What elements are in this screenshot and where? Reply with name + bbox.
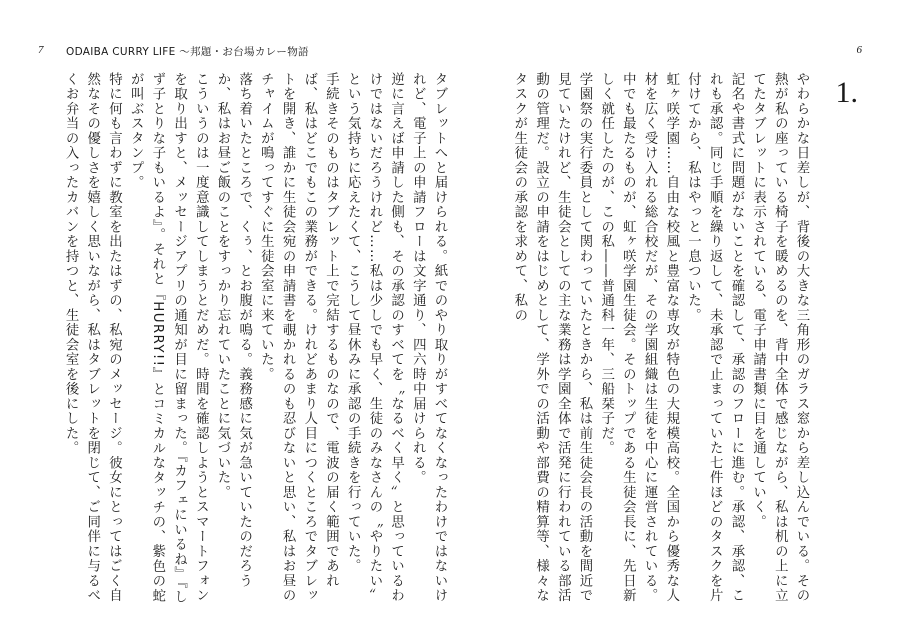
paragraph: 学園祭の実行委員として関わっていたときから、私は前生徒会長の活動を間近で見ていたけれど、生徒会としての主な業務は学園全体で活発に行われている部活動の管理だ。設立の申請をはじめとして、学外での活動や部費の精算等、様々なタスクが生徒会の承認を求めて、私の <box>511 72 592 603</box>
paragraph: タブレットへと届けられる。紙でのやり取りがすべてなくなったわけではないけれど、電子上の申請フローは文字通り、四六時中届けられる。 <box>410 72 447 603</box>
chapter-number: 1. <box>835 76 858 109</box>
page-number-right: 6 <box>856 44 862 56</box>
paragraph: こういうのは一度意識してしまうとだめだ。時間を確認しようとスマートフォンを取り出すと、メッセージアプリの通知が目に留まった。『カフェにいるね』『しず子とりな子もいるよ』。それと『HURRY!!』とコミカルなタッチの、紫色の蛇が叫ぶスタンプ。 <box>128 72 209 605</box>
right-page-body <box>452 72 812 612</box>
paragraph: 手続きそのものはタブレット上で完結するものなので、電波の届く範囲であれば、私はどこでもこの業務ができる。けれどあまり人目につくところでタブレットを開き、誰かに生徒会宛の申請書を覗かれるのも忍びないと思い、私はお昼のチャイムが鳴ってすぐに生徒会室に来ていた。 <box>258 72 339 603</box>
paragraph: やわらかな日差しが、背後の大きな三角形のガラス窓から差し込んでいる。その熱が私の座っている椅子を暖めるのを、背中全体で感じながら、私は机の上に立てたタブレットに表示されている、電子申請書類に目を通していく。 <box>750 72 809 603</box>
running-head: ODAIBA CURRY LIFE ～邦題・お台場カレー物語 <box>66 46 309 58</box>
paragraph: 記名や書式に問題がないことを確認して、承認のフローに進む。承認、承認、これも承認。同じ手順を繰り返して、未承認で止まっていた七件ほどのタスクを片付けてから、私はやっと一息ついた。 <box>685 72 744 603</box>
left-page-body <box>10 72 450 612</box>
paragraph: 虹ヶ咲学園……自由な校風と豊富な専攻が特色の大規模高校。全国から優秀な人材を広く受け入れる総合校だが、その学園組織は生徒を中心に運営されている。中でも最たるものが、虹ヶ咲学園生徒会。そのトップである生徒会長に、先日新しく就任したのが、この私――普通科一年、三船栞子だ。 <box>598 72 679 603</box>
paragraph: 逆に言えば申請した側も、その承認のすべてを〝なるべく早く〟と思っているわけではないだろうけれど……私は少しでも早く、生徒のみなさんの〝やりたい〟という気持ちに応えたくて、こうして昼休みに承認の手続きを行っていた。 <box>345 72 404 603</box>
paragraph: 特に何も言わずに教室を出たはずの、私宛のメッセージ。彼女にとってはごく自然なその優しさを嬉しく思いながら、私はタブレットを閉じて、ご同伴に与るべくお弁当の入ったカバンを持つと、生徒会室を後にした。 <box>63 72 122 603</box>
right-page <box>450 0 900 634</box>
paragraph: 落ち着いたところで、くぅ、とお腹が鳴る。義務感に気が急いていたのだろうか、私はお昼ご飯のことをすっかり忘れていたことに気づいた。 <box>214 72 252 589</box>
page-number-left: 7 <box>38 44 44 56</box>
